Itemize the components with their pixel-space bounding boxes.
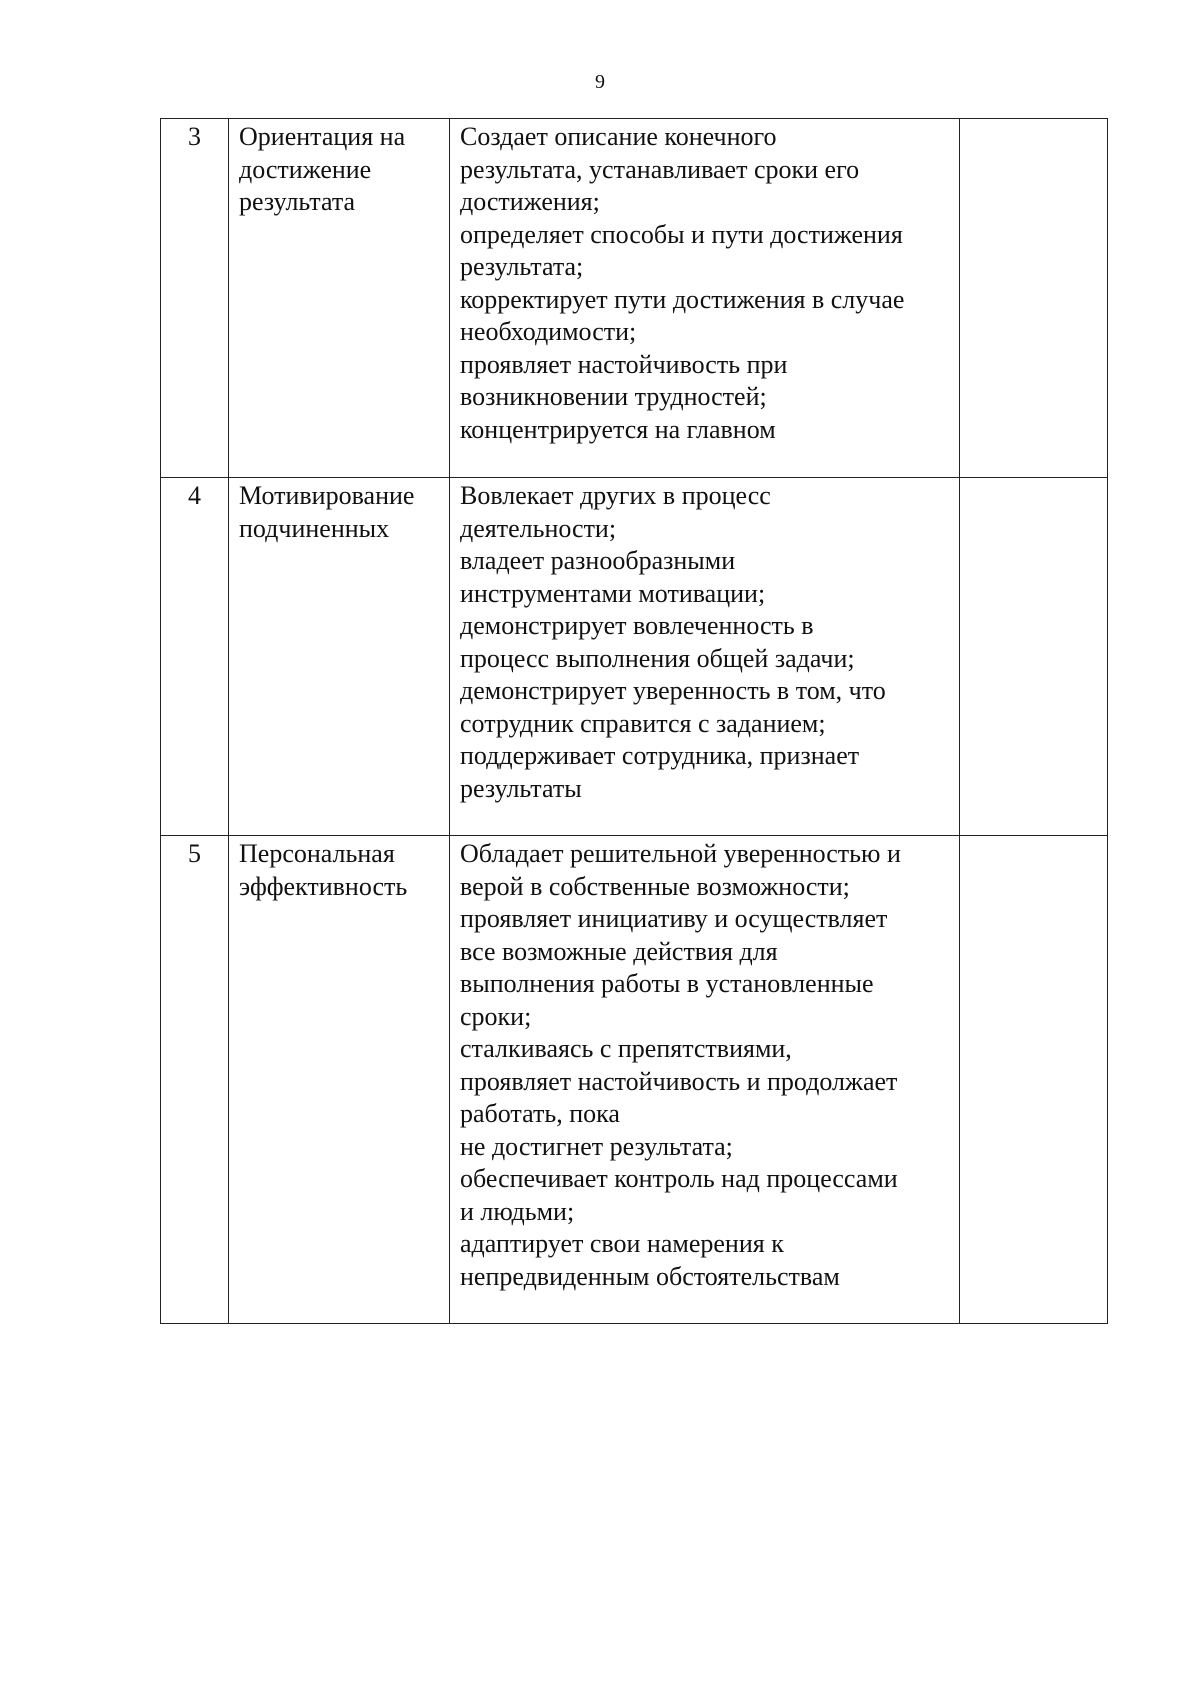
description-line: Вовлекает других в процесс [460, 481, 771, 510]
competency-name-line: Мотивирование [239, 481, 415, 510]
description-line: не достигнет результата; [460, 1131, 733, 1161]
description-line: процесс выполнения общей задачи; [460, 643, 855, 673]
row-number-cell: 5 [161, 836, 229, 1324]
description-line: корректирует пути достижения в случае [460, 284, 905, 314]
description-line: обеспечивает контроль над процессами [460, 1164, 898, 1193]
empty-score-cell [960, 119, 1108, 478]
description-line: результата, устанавливает сроки его [460, 154, 860, 184]
description-line: непредвиденным обстоятельствам [460, 1261, 840, 1291]
competency-name-line: Ориентация на [239, 122, 406, 151]
description-line: инструментами мотивации; [460, 578, 766, 608]
empty-score-cell [960, 836, 1108, 1324]
competency-table [160, 118, 1108, 1324]
competency-name-cell [229, 478, 450, 836]
description-line: сроки; [460, 1001, 532, 1031]
description-line: Обладает решительной уверенностью и [460, 839, 901, 868]
competency-description-cell [450, 119, 960, 478]
description-line: достижения; [460, 187, 600, 216]
description-line: проявляет настойчивость и продолжает [460, 1066, 898, 1096]
competency-description-cell [450, 836, 960, 1324]
page-number: 9 [595, 71, 605, 93]
description-line: возникновении трудностей; [460, 382, 767, 411]
table-row [161, 119, 1108, 478]
table-row [161, 836, 1108, 1324]
description-line: и людьми; [460, 1196, 575, 1226]
description-line: проявляет инициативу и осуществляет [460, 904, 888, 933]
description-line: результаты [460, 773, 582, 803]
competency-description-cell [450, 478, 960, 836]
description-line: проявляет настойчивость при [460, 349, 788, 379]
description-line: сталкиваясь с препятствиями, [460, 1034, 792, 1063]
competency-name-line: подчиненных [239, 513, 390, 543]
description-line: демонстрирует вовлеченность в [460, 611, 814, 640]
table-row [161, 478, 1108, 836]
competency-name-line: достижение [239, 154, 372, 184]
description-line: владеет разнообразными [460, 546, 736, 575]
description-line: адаптирует свои намерения к [460, 1229, 784, 1258]
empty-score-cell [960, 478, 1108, 836]
description-line: все возможные действия для [460, 936, 778, 966]
description-line: результата; [460, 252, 584, 281]
description-line: необходимости; [460, 317, 637, 346]
description-line: работать, пока [460, 1099, 620, 1128]
description-line: выполнения работы в установленные [460, 969, 874, 998]
description-line: демонстрирует уверенность в том, что [460, 676, 886, 705]
description-line: концентрируется на главном [460, 414, 776, 444]
description-line: верой в собственные возможности; [460, 871, 850, 901]
row-number-cell: 3 [161, 119, 229, 478]
competency-name-line: эффективность [239, 871, 408, 901]
competency-name-line: Персональная [239, 839, 395, 868]
description-line: определяет способы и пути достижения [460, 219, 903, 249]
competency-name-cell [229, 119, 450, 478]
description-line: поддерживает сотрудника, признает [460, 741, 860, 770]
description-line: деятельности; [460, 513, 617, 543]
row-number-cell: 4 [161, 478, 229, 836]
competency-name-cell [229, 836, 450, 1324]
description-line: Создает описание конечного [460, 122, 777, 151]
competency-name-line: результата [239, 187, 356, 216]
description-line: сотрудник справится с заданием; [460, 708, 826, 738]
